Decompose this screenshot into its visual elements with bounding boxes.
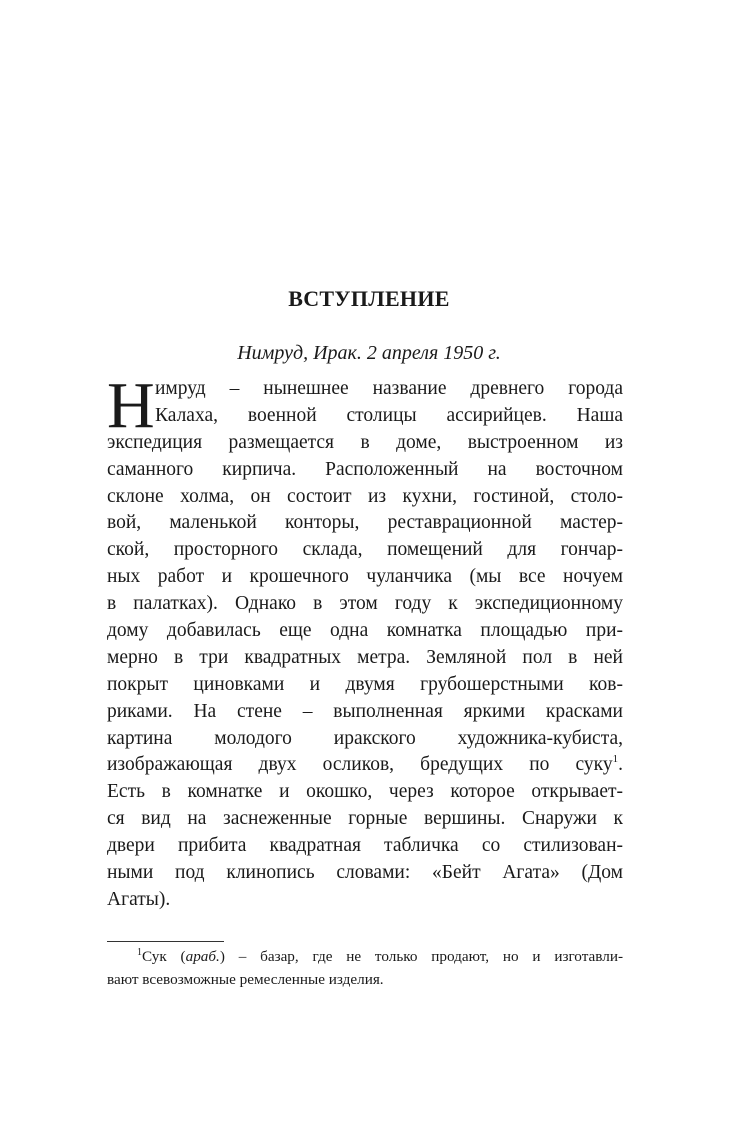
body-line: ской, просторного склада, помещений для гончар- bbox=[107, 539, 623, 561]
body-line: саманного кирпича. Расположенный на восточном bbox=[107, 458, 623, 480]
body-line-text: изображающая двух осликов, бредущих по суку bbox=[107, 754, 613, 776]
body-line: Калаха, военной столицы ассирийцев. Наша bbox=[155, 404, 623, 426]
body-line: ся вид на заснеженные горные вершины. Снаружи к bbox=[107, 808, 623, 830]
footnote-divider bbox=[107, 941, 224, 942]
chapter-heading: ВСТУПЛЕНИЕ bbox=[288, 286, 450, 311]
body-line: покрыт циновками и двумя грубошерстными ков- bbox=[107, 673, 623, 695]
footnote-reference: 1 bbox=[612, 753, 619, 766]
footnote-text: – базар, где не только продают, но и изготавли- bbox=[224, 948, 623, 965]
body-line: экспедиция размещается в доме, выстроенном из bbox=[107, 431, 623, 453]
footnote bbox=[107, 946, 623, 991]
body-line: ными под клинопись словами: «Бейт Агата» (Дом bbox=[107, 862, 623, 884]
footnote-lang-note: араб. bbox=[185, 948, 220, 965]
body-line: ных работ и крошечного чуланчика (мы все ночуем bbox=[107, 566, 623, 588]
dateline: Нимруд, Ирак. 2 апреля 1950 г. bbox=[237, 342, 501, 364]
body-line: Есть в комнатке и окошко, через которое открывает- bbox=[107, 781, 623, 803]
footnote-mark: 1 bbox=[137, 947, 142, 958]
drop-cap: Н bbox=[107, 369, 155, 442]
sentence-period: . bbox=[618, 754, 623, 776]
body-text bbox=[107, 369, 623, 914]
body-line: дому добавилась еще одна комнатка площадью при- bbox=[107, 620, 623, 642]
footnote-term: Сук bbox=[142, 948, 167, 965]
body-line-with-footnote-ref bbox=[107, 752, 623, 779]
body-line: вой, маленькой конторы, реставрационной мастер- bbox=[107, 512, 623, 534]
body-line: склоне холма, он состоит из кухни, гостиной, столо- bbox=[107, 485, 623, 507]
body-line: мерно в три квадратных метра. Земляной пол в ней bbox=[107, 646, 623, 668]
body-line: в палатках). Однако в этом году к экспедиционному bbox=[107, 593, 623, 615]
footnote-line: $^1$Сук (араб.) – базар, где не только продают, но и изготавли- bbox=[137, 947, 623, 965]
body-line: двери прибита квадратная табличка со стилизован- bbox=[107, 835, 623, 857]
body-line: Агаты). bbox=[107, 888, 171, 910]
footnote-line: вают всевозможные ремесленные изделия. bbox=[107, 970, 384, 988]
body-line: риками. На стене – выполненная яркими красками bbox=[107, 700, 623, 722]
body-line: картина молодого иракского художника-кубиста, bbox=[107, 727, 623, 749]
body-line: имруд – нынешнее название древнего города bbox=[155, 378, 623, 399]
